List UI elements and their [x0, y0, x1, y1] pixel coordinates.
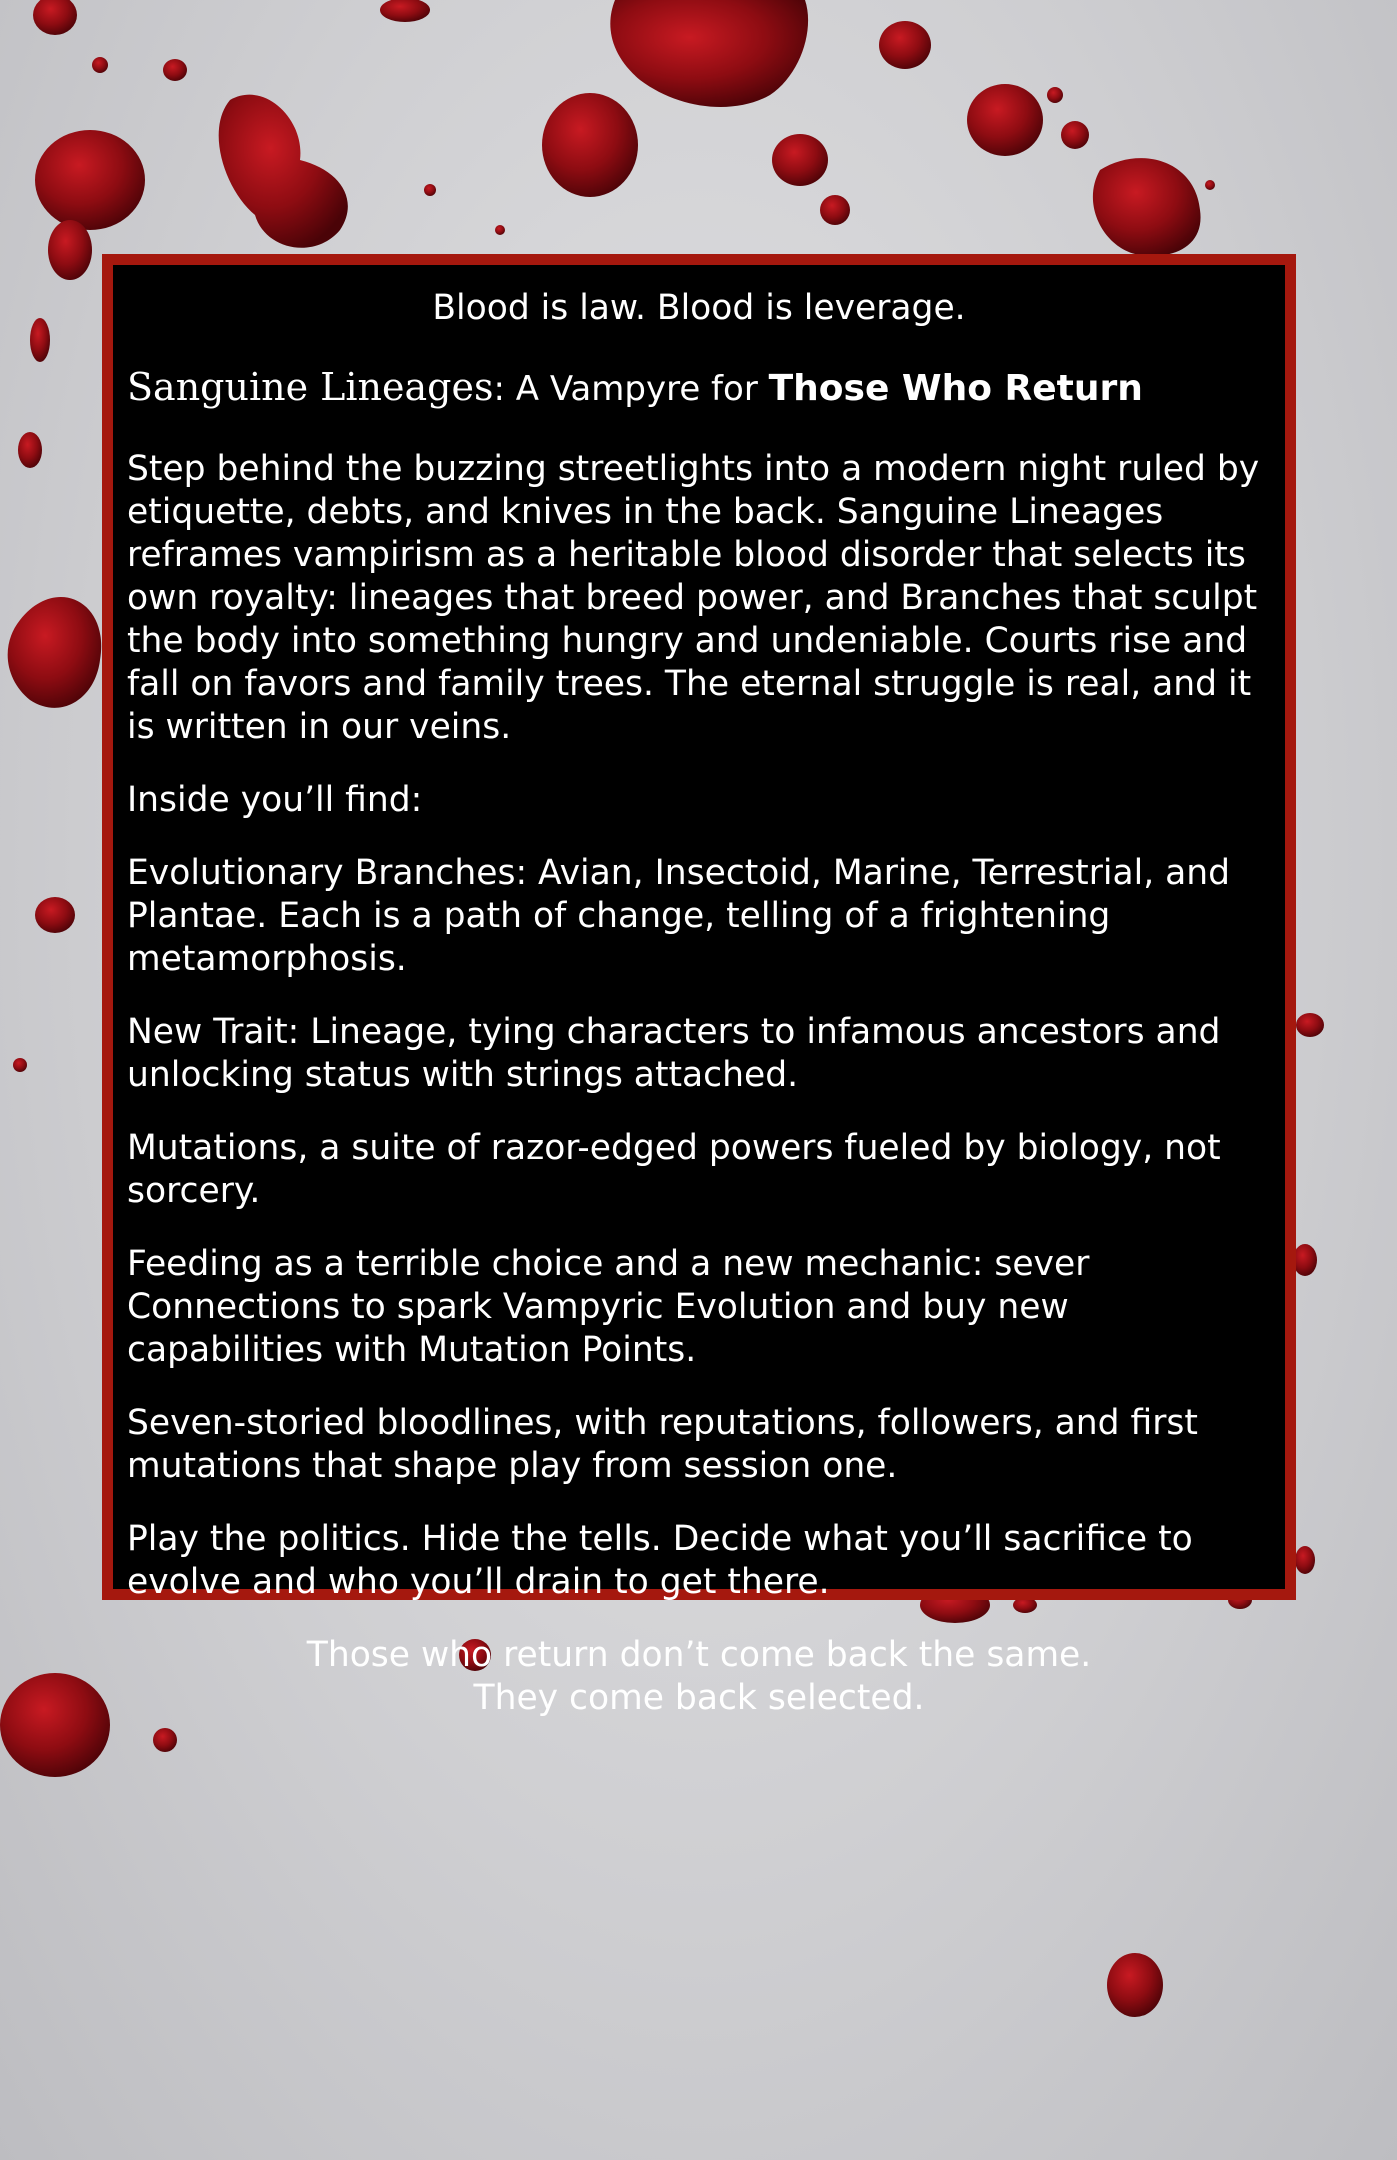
feature-feeding: Feeding as a terrible choice and a new mechanic: sever Connections to spark Vampyric Evolution and buy new capabilities with Mutation Points. [127, 1244, 1090, 1370]
series-name: Sanguine Lineages [127, 365, 494, 409]
tagline: Blood is law. Blood is leverage. [432, 288, 966, 328]
title-connector: : A Vampyre for [493, 369, 769, 409]
closing-line-2: They come back selected. [473, 1678, 925, 1718]
intro-paragraph: Step behind the buzzing streetlights into a modern night ruled by etiquette, debts, and knives in the back. Sanguine Lineages reframes vampirism as a heritable blood disorder that selects its own royalty: lineages that breed power, and Branches that sculpt the body into something hungry and undeniable. Courts rise and fall on favors and family trees. The eternal struggle is real, and it is written in our veins. [127, 449, 1260, 747]
feature-mutations: Mutations, a suite of razor-edged powers fueled by biology, not sorcery. [127, 1128, 1221, 1211]
feature-branches: Evolutionary Branches: Avian, Insectoid, Marine, Terrestrial, and Plantae. Each is a path of change, telling of a frightening metamorphosis. [127, 853, 1231, 979]
title-emphasis: Those Who Return [768, 368, 1143, 409]
feature-lineage-trait: New Trait: Lineage, tying characters to infamous ancestors and unlocking status with strings attached. [127, 1012, 1221, 1095]
inside-heading: Inside you’ll find: [127, 780, 423, 820]
closing-lines [127, 1634, 1271, 1720]
book-title [127, 364, 1271, 412]
back-cover-blurb-panel [102, 254, 1296, 1718]
call-to-action: Play the politics. Hide the tells. Decide what you’ll sacrifice to evolve and who you’ll drain to get there. [127, 1519, 1193, 1602]
closing-line-1: Those who return don’t come back the same. [306, 1635, 1092, 1675]
feature-bloodlines: Seven-storied bloodlines, with reputations, followers, and first mutations that shape play from session one. [127, 1403, 1198, 1486]
